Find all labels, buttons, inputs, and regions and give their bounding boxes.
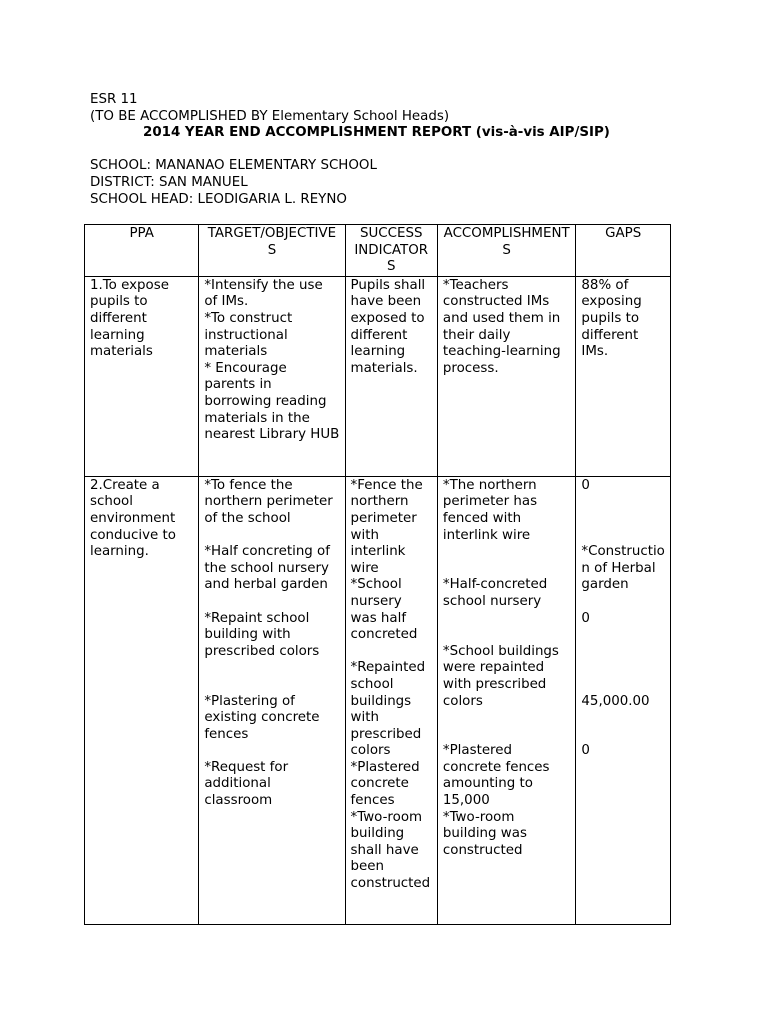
report-title: 2014 YEAR END ACCOMPLISHMENT REPORT (vis-à-vis AIP/SIP) bbox=[143, 125, 610, 141]
target-item: * Encourage parents in borrowing reading materials in the nearest Library HUB bbox=[204, 360, 340, 443]
target-item: *To construct instructional materials bbox=[204, 310, 293, 360]
table-header-row bbox=[85, 225, 671, 277]
accomplishment-item: *Two-room building was constructed bbox=[442, 809, 527, 858]
target-item: *Plastering of existing concrete fences bbox=[204, 693, 320, 742]
line-spacer bbox=[581, 644, 665, 661]
line-spacer bbox=[351, 644, 432, 661]
target-item: *Half concreting of the school nursery and herbal garden bbox=[204, 544, 330, 593]
line-spacer bbox=[204, 594, 339, 611]
line-spacer bbox=[581, 710, 665, 727]
column-header-ppa: PPA bbox=[85, 225, 199, 277]
table-row bbox=[85, 476, 671, 924]
accomplishment-item: *School buildings were repainted with prescribed colors bbox=[442, 643, 559, 709]
line-spacer bbox=[581, 511, 665, 528]
gaps-item: 0 bbox=[581, 477, 590, 493]
school-name: SCHOOL: MANANAO ELEMENTARY SCHOOL bbox=[90, 158, 377, 174]
line-spacer bbox=[443, 710, 571, 727]
success-cell bbox=[345, 476, 437, 924]
column-header-accomplishments: ACCOMPLISHMENTS bbox=[437, 225, 576, 277]
target-item: *To fence the northern perimeter of the school bbox=[204, 477, 333, 526]
target-item: *Request for additional classroom bbox=[204, 759, 289, 809]
line-spacer bbox=[443, 544, 571, 561]
gaps-item: 45,000.00 bbox=[581, 693, 650, 709]
line-spacer bbox=[204, 528, 339, 545]
column-header-success: SUCCESS INDICATORS bbox=[345, 225, 437, 277]
gaps-cell bbox=[576, 476, 671, 924]
line-spacer bbox=[581, 677, 665, 694]
ppa-cell: 1.To expose pupils to different learning materials bbox=[85, 276, 199, 476]
gaps-item: *Construction of Herbal garden bbox=[581, 544, 665, 593]
line-spacer bbox=[581, 494, 665, 511]
line-spacer bbox=[581, 594, 665, 611]
accomplishment-cell bbox=[437, 476, 576, 924]
district-name: DISTRICT: SAN MANUEL bbox=[90, 174, 248, 190]
accomplishment-item: *The northern perimeter has fenced with interlink wire bbox=[442, 477, 538, 543]
target-cell bbox=[199, 276, 345, 476]
report-header bbox=[90, 92, 690, 208]
line-spacer bbox=[443, 627, 571, 644]
instruction-text: (TO BE ACCOMPLISHED BY Elementary School Heads) bbox=[90, 108, 450, 124]
form-code: ESR 11 bbox=[90, 92, 138, 107]
table-row bbox=[85, 276, 671, 476]
success-item: *Two-room building shall have been constructed bbox=[350, 809, 431, 892]
accomplishment-item: *Half-concreted school nursery bbox=[442, 577, 548, 609]
header-spacer bbox=[90, 142, 690, 159]
column-header-target: TARGET/OBJECTIVES bbox=[199, 225, 345, 277]
accomplishment-table bbox=[84, 224, 671, 925]
school-head: SCHOOL HEAD: LEODIGARIA L. REYNO bbox=[90, 191, 347, 207]
line-spacer bbox=[204, 660, 339, 677]
accomplishment-cell: *Teachers constructed IMs and used them in their daily teaching-learning process. bbox=[437, 276, 576, 476]
line-spacer bbox=[443, 561, 571, 578]
success-item: *Fence the northern perimeter with interlink wire bbox=[350, 477, 423, 576]
line-spacer bbox=[443, 611, 571, 628]
success-cell: Pupils shall have been exposed to different learning materials. bbox=[345, 276, 437, 476]
ppa-cell: 2.Create a school environment conducive to learning. bbox=[85, 476, 199, 924]
line-spacer bbox=[581, 528, 665, 545]
column-header-gaps: GAPS bbox=[576, 225, 671, 277]
success-item: *School nursery was half concreted bbox=[350, 577, 418, 643]
success-item: *Repainted school buildings with prescribed colors bbox=[350, 660, 426, 759]
target-item: *Repaint school building with prescribed colors bbox=[204, 610, 320, 659]
gaps-cell: 88% of exposing pupils to different IMs. bbox=[576, 276, 671, 476]
line-spacer bbox=[204, 677, 339, 694]
target-item: *Intensify the use of IMs. bbox=[204, 277, 323, 310]
line-spacer bbox=[581, 627, 665, 644]
line-spacer bbox=[443, 727, 571, 744]
success-item: *Plastered concrete fences bbox=[350, 759, 420, 809]
gaps-item: 0 bbox=[581, 610, 590, 626]
target-cell bbox=[199, 476, 345, 924]
gaps-item: 0 bbox=[581, 743, 590, 759]
line-spacer bbox=[581, 660, 665, 677]
line-spacer bbox=[581, 727, 665, 744]
accomplishment-item: *Plastered concrete fences amounting to 15,000 bbox=[442, 743, 550, 809]
line-spacer bbox=[204, 743, 339, 760]
